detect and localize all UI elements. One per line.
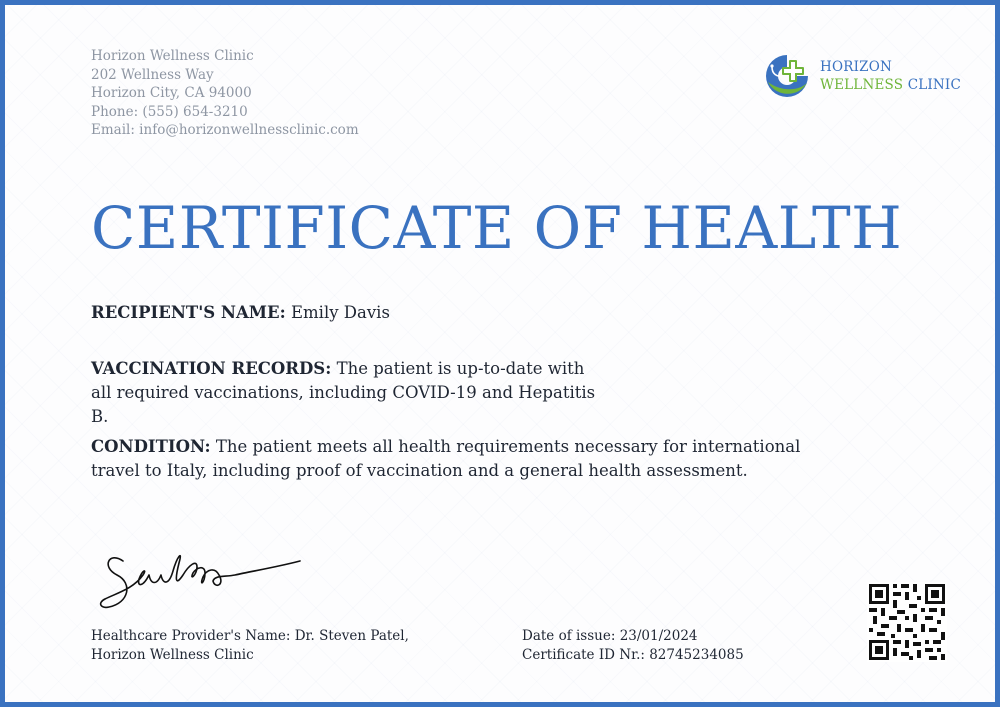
- logo-text-horizon: HORIZON: [820, 59, 892, 75]
- clinic-city: Horizon City, CA 94000: [91, 85, 252, 102]
- clinic-street: 202 Wellness Way: [91, 66, 214, 83]
- clinic-name: Horizon Wellness Clinic: [91, 48, 254, 64]
- provider-name: Healthcare Provider's Name: Dr. Steven Patel,: [91, 628, 409, 644]
- condition-field: [91, 435, 831, 483]
- recipient-value: Emily Davis: [290, 303, 390, 322]
- issue-block: [522, 627, 744, 664]
- condition-value: The patient meets all health requirements necessary for international travel to Italy, including proof of vaccination and a general health assessment.: [91, 437, 801, 480]
- date-of-issue: Date of issue: 23/01/2024: [522, 628, 698, 644]
- certificate-title: CERTIFICATE OF HEALTH: [91, 194, 903, 262]
- vaccination-field: [91, 357, 601, 429]
- clinic-logo: [763, 52, 961, 100]
- clinic-phone: Phone: (555) 654-3210: [91, 103, 248, 120]
- logo-text-wellness: WELLNESS: [820, 77, 904, 93]
- logo-text-clinic: CLINIC: [907, 77, 961, 93]
- recipient-label: RECIPIENT'S NAME:: [91, 303, 286, 322]
- clinic-email: Email: info@horizonwellnessclinic.com: [91, 122, 359, 139]
- recipient-field: [91, 301, 390, 325]
- provider-block: [91, 627, 409, 664]
- vaccination-label: VACCINATION RECORDS:: [91, 359, 332, 378]
- condition-label: CONDITION:: [91, 437, 211, 456]
- qr-code-icon: [867, 582, 947, 662]
- certificate-id: Certificate ID Nr.: 82745234085: [522, 646, 744, 663]
- clinic-address-block: [91, 47, 359, 140]
- provider-clinic: Horizon Wellness Clinic: [91, 646, 254, 663]
- clinic-logo-icon: [763, 52, 811, 100]
- signature: [93, 545, 308, 621]
- vaccination-value: The patient is up-to-date with all required vaccinations, including COVID-19 and Hepatitis B.: [91, 359, 596, 426]
